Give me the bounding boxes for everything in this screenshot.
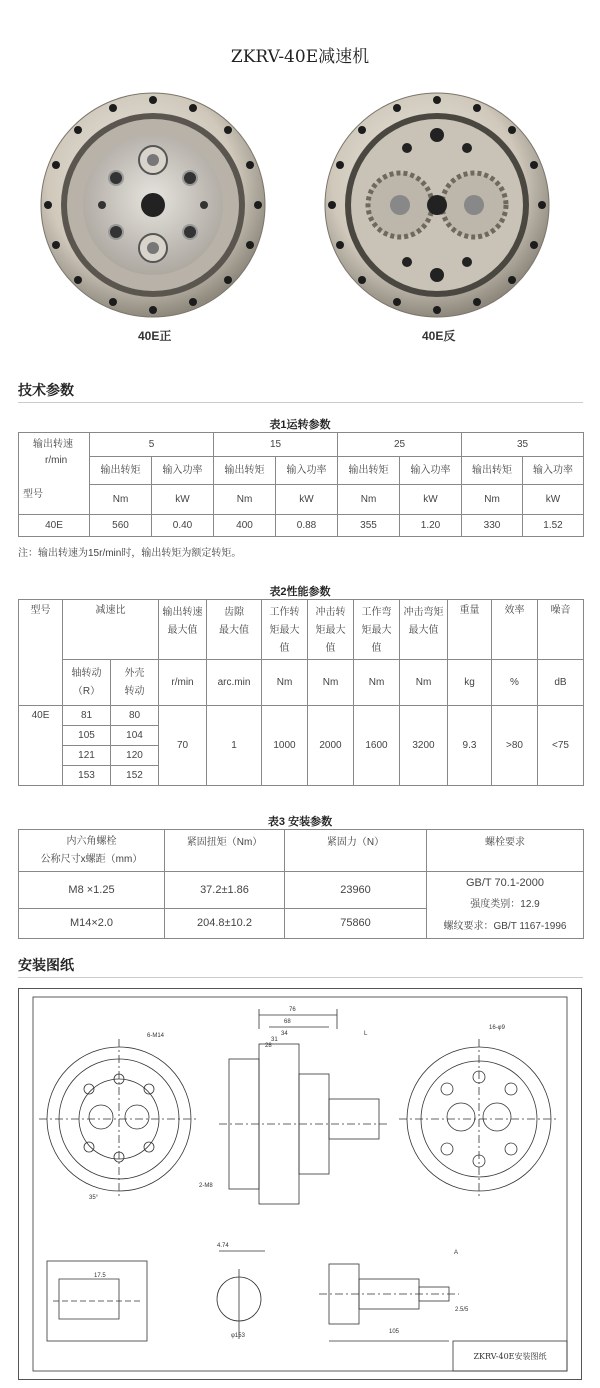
table2-value: 70: [159, 706, 207, 786]
table2-value: 2000: [308, 706, 354, 786]
drawing-dim: 68: [284, 1019, 291, 1025]
table3-title: 表3 安装参数: [267, 816, 333, 828]
drawing-dim: 17.5: [94, 1273, 106, 1279]
drawing-dim: φ153: [231, 1333, 245, 1339]
table1-note: 注：输出转速为15r/min时，输出转矩为额定转矩。: [18, 548, 242, 559]
table3-force: 23960: [285, 872, 427, 909]
table3-req: GB/T 70.1-2000 强度类别：12.9 螺纹要求：GB/T 1167-1996: [427, 872, 584, 939]
drawing-dim: 16-φ9: [489, 1025, 505, 1031]
table1-unit: Nm: [90, 485, 152, 515]
table3-torque: 37.2±1.86: [165, 872, 285, 909]
table1-subheader: 输入功率: [276, 457, 338, 485]
drawing-dim: L: [364, 1031, 368, 1037]
table2-h-weight: 重量: [448, 600, 492, 660]
drawing-dim: 2.5/5: [455, 1307, 469, 1313]
page-title: ZKRV-40E减速机: [230, 47, 370, 67]
drawing-dim: 2-M8: [199, 1183, 213, 1189]
table2-performance-params: [18, 599, 584, 786]
table1-unit: kW: [152, 485, 214, 515]
table1-speed: 25: [338, 433, 462, 457]
table2-title: 表2性能参数: [269, 586, 331, 598]
table2-h-model: 型号: [19, 600, 63, 706]
table3-h-req: 螺栓要求: [427, 830, 584, 872]
table2-value: 1600: [354, 706, 400, 786]
table2-ratio-shell: 104: [111, 726, 159, 746]
table1-cell: 330: [462, 515, 523, 537]
table2-ratio-shell: 120: [111, 746, 159, 766]
table1-subheader: 输出转矩: [90, 457, 152, 485]
photo-caption-back: 40E反: [422, 329, 456, 343]
table1-unit: kW: [523, 485, 584, 515]
table2-h-torque: 工作转 矩最大 值: [262, 600, 308, 660]
table2-unit: arc.min: [207, 660, 262, 706]
table2-value: 9.3: [448, 706, 492, 786]
table1-subheader: 输出转矩: [338, 457, 400, 485]
drawing-caption: ZKRV-40E安装图纸: [473, 1352, 547, 1361]
table2-h-shaft: 轴转动 （R）: [63, 660, 111, 706]
table2-h-impact: 冲击转 矩最大 值: [308, 600, 354, 660]
table2-h-ratio: 减速比: [63, 600, 159, 660]
table2-value: 1: [207, 706, 262, 786]
table1-unit: kW: [276, 485, 338, 515]
table3-torque: 204.8±10.2: [165, 908, 285, 938]
reducer-front-photo: [38, 90, 268, 320]
table3-size: M8 ×1.25: [19, 872, 165, 909]
table2-value: 3200: [400, 706, 448, 786]
table1-subheader: 输入功率: [152, 457, 214, 485]
photo-caption-front: 40E正: [138, 329, 172, 343]
table2-unit: kg: [448, 660, 492, 706]
table1-subheader: 输入功率: [400, 457, 462, 485]
drawing-dim: 31: [271, 1037, 278, 1043]
table2-h-shell: 外壳 转动: [111, 660, 159, 706]
table3-install-params: [18, 829, 584, 939]
table1-cell: 400: [214, 515, 276, 537]
table2-ratio-shaft: 121: [63, 746, 111, 766]
table2-ratio-shell: 80: [111, 706, 159, 726]
table1-cell: 0.40: [152, 515, 214, 537]
table2-unit: %: [492, 660, 538, 706]
drawing-dim: 28: [265, 1043, 272, 1049]
table1-speed: 15: [214, 433, 338, 457]
table1-operating-params: [18, 432, 584, 537]
table1-cell: 355: [338, 515, 400, 537]
table2-h-eff: 效率: [492, 600, 538, 660]
section-drawing-heading: 安装图纸: [18, 957, 74, 973]
drawing-canvas: [19, 989, 581, 1379]
table2-value: >80: [492, 706, 538, 786]
drawing-dim: 4.74: [217, 1243, 229, 1249]
table3-size: M14×2.0: [19, 908, 165, 938]
table1-speed: 35: [462, 433, 584, 457]
reducer-back-photo: [322, 90, 552, 320]
table-row: [19, 872, 584, 909]
table2-unit: dB: [538, 660, 584, 706]
table2-value: 1000: [262, 706, 308, 786]
table1-cell: 1.20: [400, 515, 462, 537]
table2-h-backlash: 齿隙 最大值: [207, 600, 262, 660]
table3-h-bolt: 内六角螺栓 公称尺寸x螺距（mm）: [19, 830, 165, 872]
table1-subheader: 输出转矩: [462, 457, 523, 485]
table-row: [19, 706, 584, 726]
table2-h-impact-moment: 冲击弯矩 最大值: [400, 600, 448, 660]
table2-model: 40E: [19, 706, 63, 786]
table1-unit: Nm: [214, 485, 276, 515]
table2-h-moment: 工作弯 矩最大 值: [354, 600, 400, 660]
table1-subheader: 输出转矩: [214, 457, 276, 485]
table3-force: 75860: [285, 908, 427, 938]
table1-unit: Nm: [462, 485, 523, 515]
section-divider: [18, 402, 583, 403]
table2-unit: Nm: [308, 660, 354, 706]
table1-title: 表1运转参数: [269, 419, 331, 431]
table2-value: <75: [538, 706, 584, 786]
drawing-dim: 76: [289, 1007, 296, 1013]
table3-h-torque: 紧固扭矩（Nm）: [165, 830, 285, 872]
table2-h-speed: 输出转速 最大值: [159, 600, 207, 660]
table1-cell: 1.52: [523, 515, 584, 537]
table2-ratio-shaft: 153: [63, 766, 111, 786]
table1-corner: 输出转速 r/min 型号: [19, 433, 90, 515]
table2-unit: r/min: [159, 660, 207, 706]
table1-unit: kW: [400, 485, 462, 515]
section-tech-heading: 技术参数: [18, 382, 74, 398]
table2-ratio-shaft: 105: [63, 726, 111, 746]
table1-cell: 560: [90, 515, 152, 537]
table2-unit: Nm: [400, 660, 448, 706]
table2-ratio-shaft: 81: [63, 706, 111, 726]
table1-speed: 5: [90, 433, 214, 457]
section-divider: [18, 977, 583, 978]
table3-h-force: 紧固力（N）: [285, 830, 427, 872]
table-row: [19, 515, 584, 537]
table2-unit: Nm: [354, 660, 400, 706]
table1-subheader: 输入功率: [523, 457, 584, 485]
drawing-dim: 34: [281, 1031, 288, 1037]
drawing-dim: 6-M14: [147, 1033, 165, 1039]
drawing-dim: 35°: [89, 1195, 99, 1201]
table1-model: 40E: [19, 515, 90, 537]
table2-unit: Nm: [262, 660, 308, 706]
installation-drawing: [18, 988, 582, 1380]
drawing-dim: A: [454, 1250, 459, 1256]
drawing-dim: 105: [389, 1329, 400, 1335]
table1-cell: 0.88: [276, 515, 338, 537]
table2-h-noise: 噪音: [538, 600, 584, 660]
table1-unit: Nm: [338, 485, 400, 515]
table2-ratio-shell: 152: [111, 766, 159, 786]
